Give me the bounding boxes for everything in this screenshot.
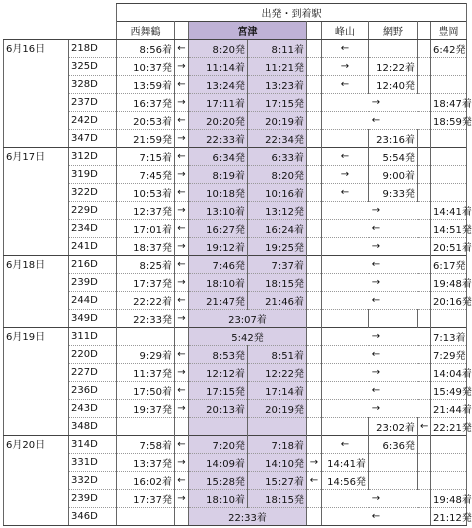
miyazu-time-2: 12:22発 [248, 364, 307, 382]
train-number: 322D [69, 184, 117, 202]
miyazu-time-2: 16:24着 [248, 220, 307, 238]
nishimaizuru-time: 16:37発 [117, 94, 175, 112]
header-row-2 [4, 22, 467, 40]
train-number: 332D [69, 472, 117, 490]
miyazu-time-1: 20:13着 [189, 400, 248, 418]
miyazu-time-1: 8:20発 [189, 40, 248, 58]
amino-time: 9:00着 [369, 166, 418, 184]
mineyama-time: 14:56発 [322, 472, 369, 490]
direction-arrow: ← [322, 346, 431, 364]
direction-arrow: → [322, 328, 431, 346]
nishimaizuru-time: 16:02着 [117, 472, 175, 490]
direction-arrow: → [175, 202, 189, 220]
arrow-gap [307, 76, 322, 94]
miyazu-time-1: 18:10着 [189, 490, 248, 508]
train-number: 347D [69, 130, 117, 148]
nishimaizuru-time: 20:53着 [117, 112, 175, 130]
train-number: 331D [69, 454, 117, 472]
nishimaizuru-time: 17:50着 [117, 382, 175, 400]
nishimaizuru-time: 9:29着 [117, 346, 175, 364]
train-number: 239D [69, 274, 117, 292]
train-number: 242D [69, 112, 117, 130]
miyazu-time-2: 8:11着 [248, 40, 307, 58]
toyooka-time [431, 148, 467, 166]
miyazu-time-1: 10:18発 [189, 184, 248, 202]
miyazu-time-2: 6:33着 [248, 148, 307, 166]
table-row [4, 238, 467, 256]
miyazu-time-1: 14:09着 [189, 454, 248, 472]
toyooka-time: 18:47着 [431, 94, 467, 112]
arrow-gap [307, 256, 322, 274]
miyazu-time-2: 20:19発 [248, 400, 307, 418]
direction-arrow: ← [307, 472, 322, 490]
direction-arrow [307, 130, 322, 148]
train-number: 328D [69, 76, 117, 94]
amino-time: 12:22着 [369, 58, 418, 76]
table-row [4, 364, 467, 382]
arrow-gap [307, 274, 322, 292]
toyooka-time: 15:49発 [431, 382, 467, 400]
arrow-gap [307, 202, 322, 220]
arrow-gap [307, 490, 322, 508]
table-row [4, 472, 467, 490]
direction-arrow: → [175, 490, 189, 508]
table-row [4, 112, 467, 130]
nishimaizuru-time: 21:59発 [117, 130, 175, 148]
direction-arrow: ← [322, 184, 369, 202]
miyazu-time-1: 7:46発 [189, 256, 248, 274]
miyazu-time: 5:42発 [189, 328, 307, 346]
direction-arrow: ← [175, 76, 189, 94]
header-group-label: 出発・到着駅 [117, 4, 467, 22]
table-row [4, 94, 467, 112]
miyazu-time-1: 13:10着 [189, 202, 248, 220]
station-toyooka: 豊岡 [431, 22, 467, 40]
toyooka-time: 19:48着 [431, 274, 467, 292]
toyooka-time: 18:59発 [431, 112, 467, 130]
arrow-gap [307, 220, 322, 238]
table-row [4, 184, 467, 202]
amino-time [369, 472, 418, 490]
miyazu-time-2: 13:23着 [248, 76, 307, 94]
train-number: 348D [69, 418, 117, 436]
nishimaizuru-time: 13:59着 [117, 76, 175, 94]
direction-arrow [175, 508, 189, 526]
schedule-table [3, 3, 472, 526]
toyooka-time: 6:42発 [431, 40, 467, 58]
train-number: 314D [69, 436, 117, 454]
station-nishimaizuru: 西舞鶴 [117, 22, 175, 40]
mineyama-time: 14:41着 [322, 454, 369, 472]
miyazu-time-1: 7:20発 [189, 436, 248, 454]
table-row [4, 346, 467, 364]
table-row [4, 490, 467, 508]
nishimaizuru-time [117, 508, 175, 526]
table-row [4, 292, 467, 310]
nishimaizuru-time: 18:37発 [117, 238, 175, 256]
nishimaizuru-time: 7:58着 [117, 436, 175, 454]
date-cell: 6月20日 [4, 436, 69, 526]
direction-arrow [418, 310, 431, 328]
table-row [4, 220, 467, 238]
miyazu-time-2: 8:51着 [248, 346, 307, 364]
train-number: 349D [69, 310, 117, 328]
miyazu-time-2: 10:16着 [248, 184, 307, 202]
timetable-sheet [3, 3, 472, 525]
amino-time [369, 310, 418, 328]
miyazu-time-1: 8:19着 [189, 166, 248, 184]
nishimaizuru-time: 10:37発 [117, 58, 175, 76]
direction-arrow: → [322, 364, 431, 382]
train-number: 243D [69, 400, 117, 418]
direction-arrow: ← [322, 436, 369, 454]
direction-arrow: → [175, 94, 189, 112]
direction-arrow: ← [175, 292, 189, 310]
nishimaizuru-time: 7:45発 [117, 166, 175, 184]
direction-arrow: → [175, 454, 189, 472]
date-cell: 6月18日 [4, 256, 69, 328]
arrow-gap [307, 94, 322, 112]
toyooka-time [431, 58, 467, 76]
direction-arrow: → [322, 94, 431, 112]
table-row [4, 274, 467, 292]
direction-arrow [418, 472, 431, 490]
train-number: 239D [69, 490, 117, 508]
direction-arrow: → [322, 58, 369, 76]
direction-arrow: → [307, 454, 322, 472]
direction-arrow: → [322, 166, 369, 184]
direction-arrow [307, 418, 322, 436]
miyazu-time-2: 11:21発 [248, 58, 307, 76]
toyooka-time: 6:17発 [431, 256, 467, 274]
toyooka-time [431, 184, 467, 202]
table-row [4, 256, 467, 274]
miyazu-time-1: 11:14着 [189, 58, 248, 76]
miyazu-time-2: 7:18着 [248, 436, 307, 454]
miyazu-time-2 [248, 418, 307, 436]
train-number: 218D [69, 40, 117, 58]
train-number: 319D [69, 166, 117, 184]
direction-arrow: ← [322, 256, 431, 274]
miyazu-time-2: 17:14着 [248, 382, 307, 400]
direction-arrow: ← [175, 220, 189, 238]
direction-arrow: ← [322, 148, 369, 166]
direction-arrow: ← [175, 382, 189, 400]
direction-arrow: → [322, 490, 431, 508]
miyazu-time-1: 20:20発 [189, 112, 248, 130]
miyazu-time: 22:33着 [189, 508, 307, 526]
nishimaizuru-time: 8:56着 [117, 40, 175, 58]
arrow-gap [418, 166, 431, 184]
direction-arrow: → [322, 202, 431, 220]
table-row [4, 310, 467, 328]
table-row [4, 166, 467, 184]
train-number: 216D [69, 256, 117, 274]
toyooka-time: 7:13着 [431, 328, 467, 346]
amino-time: 9:33発 [369, 184, 418, 202]
nishimaizuru-time: 17:37発 [117, 274, 175, 292]
arrow-gap [307, 382, 322, 400]
table-row [4, 382, 467, 400]
direction-arrow: ← [322, 292, 431, 310]
direction-arrow: → [175, 58, 189, 76]
table-row [4, 508, 467, 526]
miyazu-time-2: 20:19着 [248, 112, 307, 130]
toyooka-time: 19:48着 [431, 490, 467, 508]
direction-arrow: → [175, 400, 189, 418]
direction-arrow: ← [175, 112, 189, 130]
arrow-gap [307, 400, 322, 418]
train-number: 229D [69, 202, 117, 220]
mineyama-time [322, 418, 369, 436]
direction-arrow: → [322, 400, 431, 418]
arrow-gap [307, 328, 322, 346]
toyooka-time: 14:41着 [431, 202, 467, 220]
arrow-gap [418, 436, 431, 454]
table-row [4, 454, 467, 472]
amino-time: 23:02着 [369, 418, 418, 436]
miyazu-time-1: 22:33着 [189, 130, 248, 148]
nishimaizuru-time: 13:37発 [117, 454, 175, 472]
arrow-gap [307, 40, 322, 58]
toyooka-time [431, 436, 467, 454]
amino-time [369, 454, 418, 472]
direction-arrow: ← [322, 40, 369, 58]
miyazu-time-1: 19:12着 [189, 238, 248, 256]
arrow-gap [418, 76, 431, 94]
miyazu-time-2: 18:15発 [248, 490, 307, 508]
direction-arrow: → [175, 166, 189, 184]
train-number: 346D [69, 508, 117, 526]
direction-arrow: ← [175, 184, 189, 202]
train-number: 227D [69, 364, 117, 382]
miyazu-time-2: 14:10発 [248, 454, 307, 472]
direction-arrow: ← [175, 346, 189, 364]
toyooka-time: 20:51着 [431, 238, 467, 256]
train-number: 234D [69, 220, 117, 238]
mineyama-time [322, 310, 369, 328]
arrow-gap [307, 346, 322, 364]
train-number: 241D [69, 238, 117, 256]
miyazu-time-1: 15:28発 [189, 472, 248, 490]
nishimaizuru-time: 11:37発 [117, 364, 175, 382]
date-cell: 6月16日 [4, 40, 69, 148]
toyooka-time: 20:16発 [431, 292, 467, 310]
direction-arrow: → [322, 238, 431, 256]
amino-time [369, 40, 418, 58]
station-mineyama: 峰山 [322, 22, 369, 40]
miyazu-time-1: 13:24発 [189, 76, 248, 94]
miyazu-time-1: 17:15発 [189, 382, 248, 400]
table-row [4, 202, 467, 220]
miyazu-time-1: 12:12着 [189, 364, 248, 382]
train-number: 244D [69, 292, 117, 310]
direction-arrow [418, 454, 431, 472]
direction-arrow: ← [322, 382, 431, 400]
direction-arrow: ← [175, 148, 189, 166]
toyooka-time: 22:21発 [431, 418, 467, 436]
arrow-gap [307, 364, 322, 382]
train-number: 220D [69, 346, 117, 364]
toyooka-time [431, 472, 467, 490]
miyazu-time-1 [189, 418, 248, 436]
direction-arrow: ← [175, 436, 189, 454]
amino-time: 6:36発 [369, 436, 418, 454]
direction-arrow: → [175, 130, 189, 148]
direction-arrow [418, 130, 431, 148]
nishimaizuru-time: 8:25着 [117, 256, 175, 274]
miyazu-time: 23:07着 [189, 310, 307, 328]
toyooka-time [431, 76, 467, 94]
miyazu-time-1: 17:11着 [189, 94, 248, 112]
nishimaizuru-time: 17:01着 [117, 220, 175, 238]
arrow-gap [307, 58, 322, 76]
direction-arrow: ← [322, 220, 431, 238]
station-miyazu: 宮津 [189, 22, 307, 40]
train-number: 312D [69, 148, 117, 166]
date-cell: 6月19日 [4, 328, 69, 436]
miyazu-time-2: 17:15発 [248, 94, 307, 112]
table-row [4, 400, 467, 418]
direction-arrow: ← [322, 508, 431, 526]
arrow-gap [418, 58, 431, 76]
table-row [4, 58, 467, 76]
miyazu-time-1: 6:34発 [189, 148, 248, 166]
station-amino: 網野 [369, 22, 418, 40]
nishimaizuru-time: 12:37発 [117, 202, 175, 220]
header-row-1 [4, 4, 467, 22]
direction-arrow: ← [322, 112, 431, 130]
miyazu-time-2: 22:34発 [248, 130, 307, 148]
direction-arrow: ← [175, 40, 189, 58]
toyooka-time: 21:12発 [431, 508, 467, 526]
nishimaizuru-time: 19:37発 [117, 400, 175, 418]
miyazu-time-1: 18:10着 [189, 274, 248, 292]
arrow-gap [307, 184, 322, 202]
arrow-gap [307, 508, 322, 526]
direction-arrow: → [175, 238, 189, 256]
miyazu-time-2: 18:15発 [248, 274, 307, 292]
direction-arrow: → [175, 364, 189, 382]
table-row [4, 130, 467, 148]
mineyama-time [322, 130, 369, 148]
toyooka-time [431, 454, 467, 472]
toyooka-time [431, 166, 467, 184]
arrow-gap [418, 184, 431, 202]
table-row [4, 436, 467, 454]
nishimaizuru-time: 22:33発 [117, 310, 175, 328]
toyooka-time: 7:29発 [431, 346, 467, 364]
amino-time: 5:54発 [369, 148, 418, 166]
table-row [4, 418, 467, 436]
direction-arrow: ← [322, 76, 369, 94]
direction-arrow [307, 310, 322, 328]
toyooka-time: 14:04着 [431, 364, 467, 382]
arrow-gap [307, 166, 322, 184]
date-cell: 6月17日 [4, 148, 69, 256]
arrow-gap [307, 238, 322, 256]
nishimaizuru-time [117, 418, 175, 436]
toyooka-time [431, 130, 467, 148]
table-row [4, 40, 467, 58]
arrow-gap [307, 436, 322, 454]
nishimaizuru-time: 17:37発 [117, 490, 175, 508]
direction-arrow [175, 418, 189, 436]
direction-arrow: ← [175, 472, 189, 490]
nishimaizuru-time: 10:53着 [117, 184, 175, 202]
amino-time: 12:40発 [369, 76, 418, 94]
train-number: 311D [69, 328, 117, 346]
table-row [4, 328, 467, 346]
toyooka-time [431, 310, 467, 328]
amino-time: 23:16着 [369, 130, 418, 148]
miyazu-time-2: 7:37着 [248, 256, 307, 274]
nishimaizuru-time [117, 328, 175, 346]
miyazu-time-2: 13:12発 [248, 202, 307, 220]
toyooka-time: 14:51発 [431, 220, 467, 238]
miyazu-time-2: 15:27着 [248, 472, 307, 490]
train-number: 237D [69, 94, 117, 112]
direction-arrow: ← [418, 418, 431, 436]
miyazu-time-1: 21:47発 [189, 292, 248, 310]
train-number: 236D [69, 382, 117, 400]
direction-arrow: → [322, 274, 431, 292]
table-row [4, 76, 467, 94]
arrow-gap [418, 148, 431, 166]
direction-arrow: ← [175, 256, 189, 274]
arrow-gap [418, 40, 431, 58]
arrow-gap [307, 148, 322, 166]
table-row [4, 148, 467, 166]
nishimaizuru-time: 22:22着 [117, 292, 175, 310]
direction-arrow [175, 328, 189, 346]
miyazu-time-2: 19:25発 [248, 238, 307, 256]
arrow-gap [307, 112, 322, 130]
direction-arrow: → [175, 310, 189, 328]
arrow-gap [307, 292, 322, 310]
miyazu-time-2: 21:46着 [248, 292, 307, 310]
miyazu-time-1: 8:53発 [189, 346, 248, 364]
miyazu-time-2: 8:20発 [248, 166, 307, 184]
toyooka-time: 21:44着 [431, 400, 467, 418]
train-number: 325D [69, 58, 117, 76]
nishimaizuru-time: 7:15着 [117, 148, 175, 166]
miyazu-time-1: 16:27発 [189, 220, 248, 238]
direction-arrow: → [175, 274, 189, 292]
